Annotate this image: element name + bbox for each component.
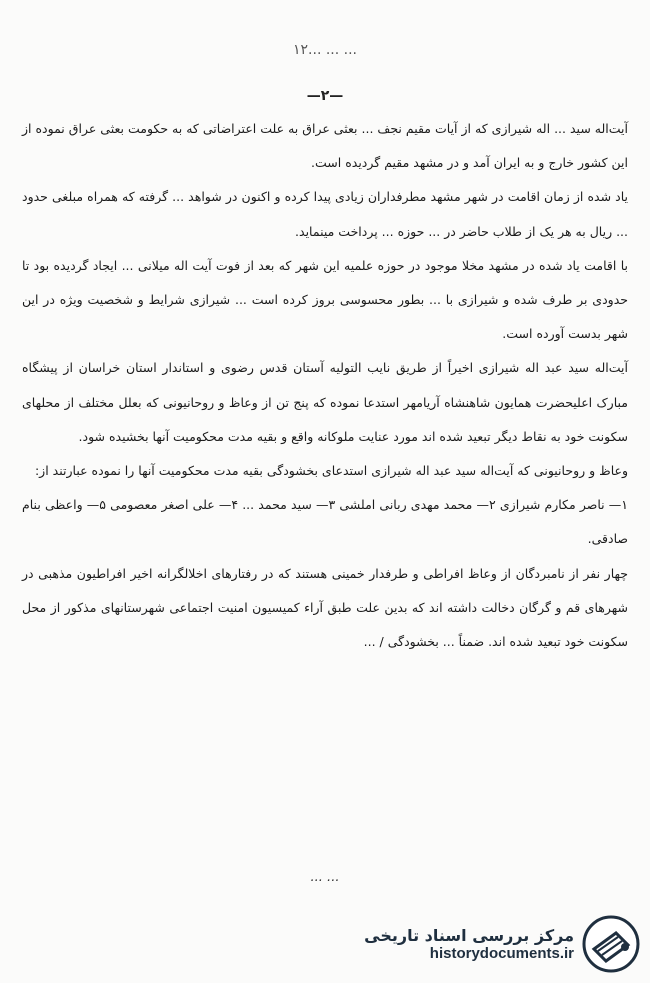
paragraph: وعاظ و روحانیونی که آیت‌اله سید عبد اله شیرازی استدعای بخشودگی بقیه مدت محکومیت آنها را نموده عبارتند از: — [34, 463, 628, 479]
paragraph: ۱— ناصر مکارم شیرازی ۲— محمد مهدی ربانی املشی ۳— سید محمد ... ۴— علی اصغر معصومی ۵— واعظی بنام صادقی. — [22, 497, 628, 547]
signature: ... ... — [310, 870, 340, 885]
paragraph: چهار نفر از نامبردگان از وعاظ افراطی و طرفدار خمینی هستند که در رفتارهای اخلالگرانه اخیر افراطیون مذهبی در شهرهای قم و گرگان دخالت داشته اند که بدین علت طبق آراء کمیسیون امنیت اجتماعی شهرستانهای مذکور از محل سکونت خود تبعید شده اند. ضمناً ... بخشودگی / ... — [22, 565, 628, 650]
book-scroll-logo-icon — [582, 915, 640, 973]
page-number: —۲— — [306, 88, 344, 104]
reference-number: ۱۲... ... ... — [293, 42, 357, 58]
watermark-title: مرکز بررسی اسناد تاریخی — [364, 926, 574, 945]
watermark-url: historydocuments.ir — [429, 945, 574, 962]
watermark-text — [364, 926, 574, 962]
paragraph: آیت‌اله سید ... اله شیرازی که از آیات مقیم نجف ... بعثی عراق به علت اعتراضاتی که به حکومت بعثی عراق نموده از این کشور خارج و به ایران آمد و در مشهد مقیم گردیده است. — [22, 121, 628, 171]
document-body — [22, 112, 628, 659]
paragraph: با اقامت یاد شده در مشهد مخلا موجود در حوزه علمیه این شهر که بعد از فوت آیت اله میلانی ... ایجاد گردیده بود تا حدودی بر طرف شده و شیرازی با ... بطور محسوسی بروز کرده است ... شیرازی شرایط و شخصیت ویژه در این شهر بدست آورده است. — [22, 257, 628, 342]
paragraph: یاد شده از زمان اقامت در شهر مشهد مطرفداران زیادی پیدا کرده و اکنون در شواهد ... گرفته که همراه مبلغی حدود ... ریال به هر یک از طلاب حاضر در ... حوزه ... پرداخت مینماید. — [22, 189, 628, 239]
paragraph: آیت‌اله سید عبد اله شیرازی اخیراً از طریق نایب التولیه آستان قدس رضوی و استاندار استان خراسان از پیشگاه مبارک اعلیحضرت همایون شاهنشاه آریامهر استدعا نموده که پنج تن از وعاظ و روحانیونی که بعلل مختلف از محلهای سکونت خود به نقاط دیگر تبعید شده اند مورد عنایت ملوکانه واقع و بقیه مدت محکومیت آنها بخشیده شود. — [22, 360, 628, 444]
watermark — [350, 913, 640, 975]
